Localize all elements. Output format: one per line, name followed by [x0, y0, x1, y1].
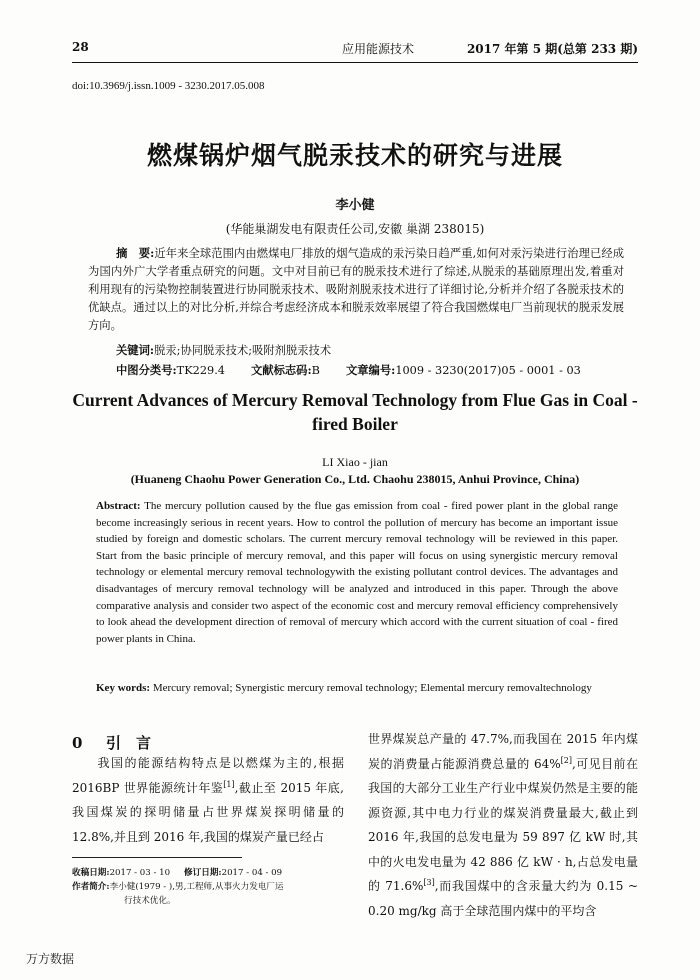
abstract-chinese-text: 近年来全球范围内由燃煤电厂排放的烟气造成的汞污染日趋严重,如何对汞污染进行治理已经成为国内外广大学者重点研究的问题。文中对目前已有的脱汞技术进行了综述,从脱汞的基础原理出发,着重对利用现有的污染物控制装置进行协同脱汞技术、吸附剂脱汞技术进行了详细讨论,分析并介绍了各脱汞技术的优缺点。通过以上的对比分析,并综合考虑经济成本和脱汞效率展望了符合我国燃煤电厂当前现状的脱汞发展方向。 — [88, 247, 624, 332]
section-heading — [72, 732, 151, 753]
issue-info: 2017 年第 5 期(总第 233 期) — [466, 42, 638, 56]
abstract-chinese — [88, 244, 624, 335]
bio-label: 作者简介: — [72, 882, 110, 892]
journal-name: 应用能源技术 — [342, 42, 415, 56]
abstract-english-text: The mercury pollution caused by the flue gas emission from coal - fired power plant in the global range become increasingly serious in recent years. How to control the pollution of mercury has become an important issue studied by foreign and domestic scholars. The current mercury removal technology will be reviewed in this paper. Start from the basic principle of mercury removal, and this paper will focus on using synergistic mercury removal technology or elemental mercury removal technologywith the existing pollutant control devices. The advantages and disadvantages of mercury removal technology will be analyzed and introduced in this paper. Through the above comparative analysis and consider two aspect of the economic cost and mercury removal efficiency comprehensively to look ahead the development direction of removal of mercury which accord with the current situation of coal - fired power plants in China. — [96, 500, 618, 645]
body-column-left — [72, 751, 344, 849]
header-rule — [72, 62, 638, 63]
text-run: ,而我国煤中的含汞量大约为 0.15 ~ 0.20 mg/kg 高于全球范围内煤中的平均含 — [368, 879, 638, 918]
received-label: 收稿日期: — [72, 868, 110, 878]
revised-date: 2017 - 04 - 09 — [221, 868, 283, 878]
keywords-chinese-text: 脱汞;协同脱汞技术;吸附剂脱汞技术 — [154, 344, 332, 357]
citation-ref[interactable]: [2] — [560, 755, 572, 765]
affiliation-english: (Huaneng Chaohu Power Generation Co., Ltd. Chaohu 238015, Anhui Province, China) — [130, 472, 580, 486]
keywords-english-label: Key words: — [96, 682, 151, 694]
author-english: LI Xiao - jian — [322, 455, 388, 469]
footnote-bio-continued: 行技术优化。 — [124, 896, 176, 906]
text-run: ,可见目前在我国的大部分工业生产行业中煤炭仍然是主要的能源资源,其中电力行业的煤炭消费量最大,截止到 2016 年,我国的总发电量为 59 897 亿 kW 时,其中的火电发电量为 42 886 亿 kW · h,占总发电量的 71.6% — [368, 756, 638, 893]
body-column-right — [368, 727, 638, 923]
doc-code-value: B — [311, 364, 320, 377]
keywords-chinese — [116, 342, 636, 358]
text-run: 我国的能源结构特点是以燃煤为主的,根据 2016BP 世界能源统计年鉴 — [72, 756, 344, 795]
article-number-label: 文章编号: — [345, 363, 396, 377]
bio-text: 李小健(1979 - ),男,工程师,从事火力发电厂运 — [109, 882, 284, 892]
footnote-dates — [72, 866, 352, 880]
classification-line — [116, 362, 636, 378]
citation-ref[interactable]: [1] — [223, 779, 235, 789]
received-date: 2017 - 03 - 10 — [109, 868, 171, 878]
author-chinese: 李小健 — [335, 198, 375, 213]
title-chinese: 燃煤锅炉烟气脱汞技术的研究与进展 — [146, 141, 563, 170]
paragraph — [368, 727, 638, 923]
title-english: Current Advances of Mercury Removal Technology from Flue Gas in Coal - fired Boiler — [72, 390, 638, 434]
doc-code-label: 文献标志码: — [250, 363, 312, 377]
keywords-english-text: Mercury removal; Synergistic mercury removal technology; Elemental mercury removaltechnology — [152, 682, 592, 694]
text-run: 世界煤炭总产量的 47.7%,而我国在 2015 年内煤炭的消费量占能源消费总量的 64% — [368, 732, 638, 771]
watermark: 万方数据 — [26, 952, 75, 966]
clc-label: 中图分类号: — [116, 363, 177, 377]
footnote-rule — [72, 857, 242, 858]
revised-label: 修订日期: — [184, 868, 222, 878]
section-title: 引 言 — [106, 734, 152, 752]
clc-value: TK229.4 — [176, 364, 225, 377]
abstract-chinese-label: 摘 要: — [116, 246, 155, 260]
article-number-value: 1009 - 3230(2017)05 - 0001 - 03 — [395, 364, 581, 377]
footnote — [72, 866, 352, 908]
abstract-english — [96, 498, 618, 647]
keywords-english — [96, 680, 618, 697]
text-run: ,截止至 2015 年底,我国煤炭的探明储量占世界煤炭探明储量的 12.8%,并且到 2016 年,我国的煤炭产量已经占 — [72, 780, 344, 844]
keywords-chinese-label: 关键词: — [116, 343, 155, 357]
section-number: 0 — [72, 734, 83, 752]
page-number: 28 — [72, 40, 89, 54]
doi: doi:10.3969/j.issn.1009 - 3230.2017.05.008 — [72, 80, 265, 92]
paragraph — [72, 751, 344, 849]
running-header — [72, 40, 638, 60]
affiliation-chinese: (华能巢湖发电有限责任公司,安徽 巢湖 238015) — [225, 222, 485, 236]
citation-ref[interactable]: [3] — [423, 878, 435, 887]
footnote-bio — [72, 880, 352, 894]
abstract-english-label: Abstract: — [96, 500, 141, 512]
